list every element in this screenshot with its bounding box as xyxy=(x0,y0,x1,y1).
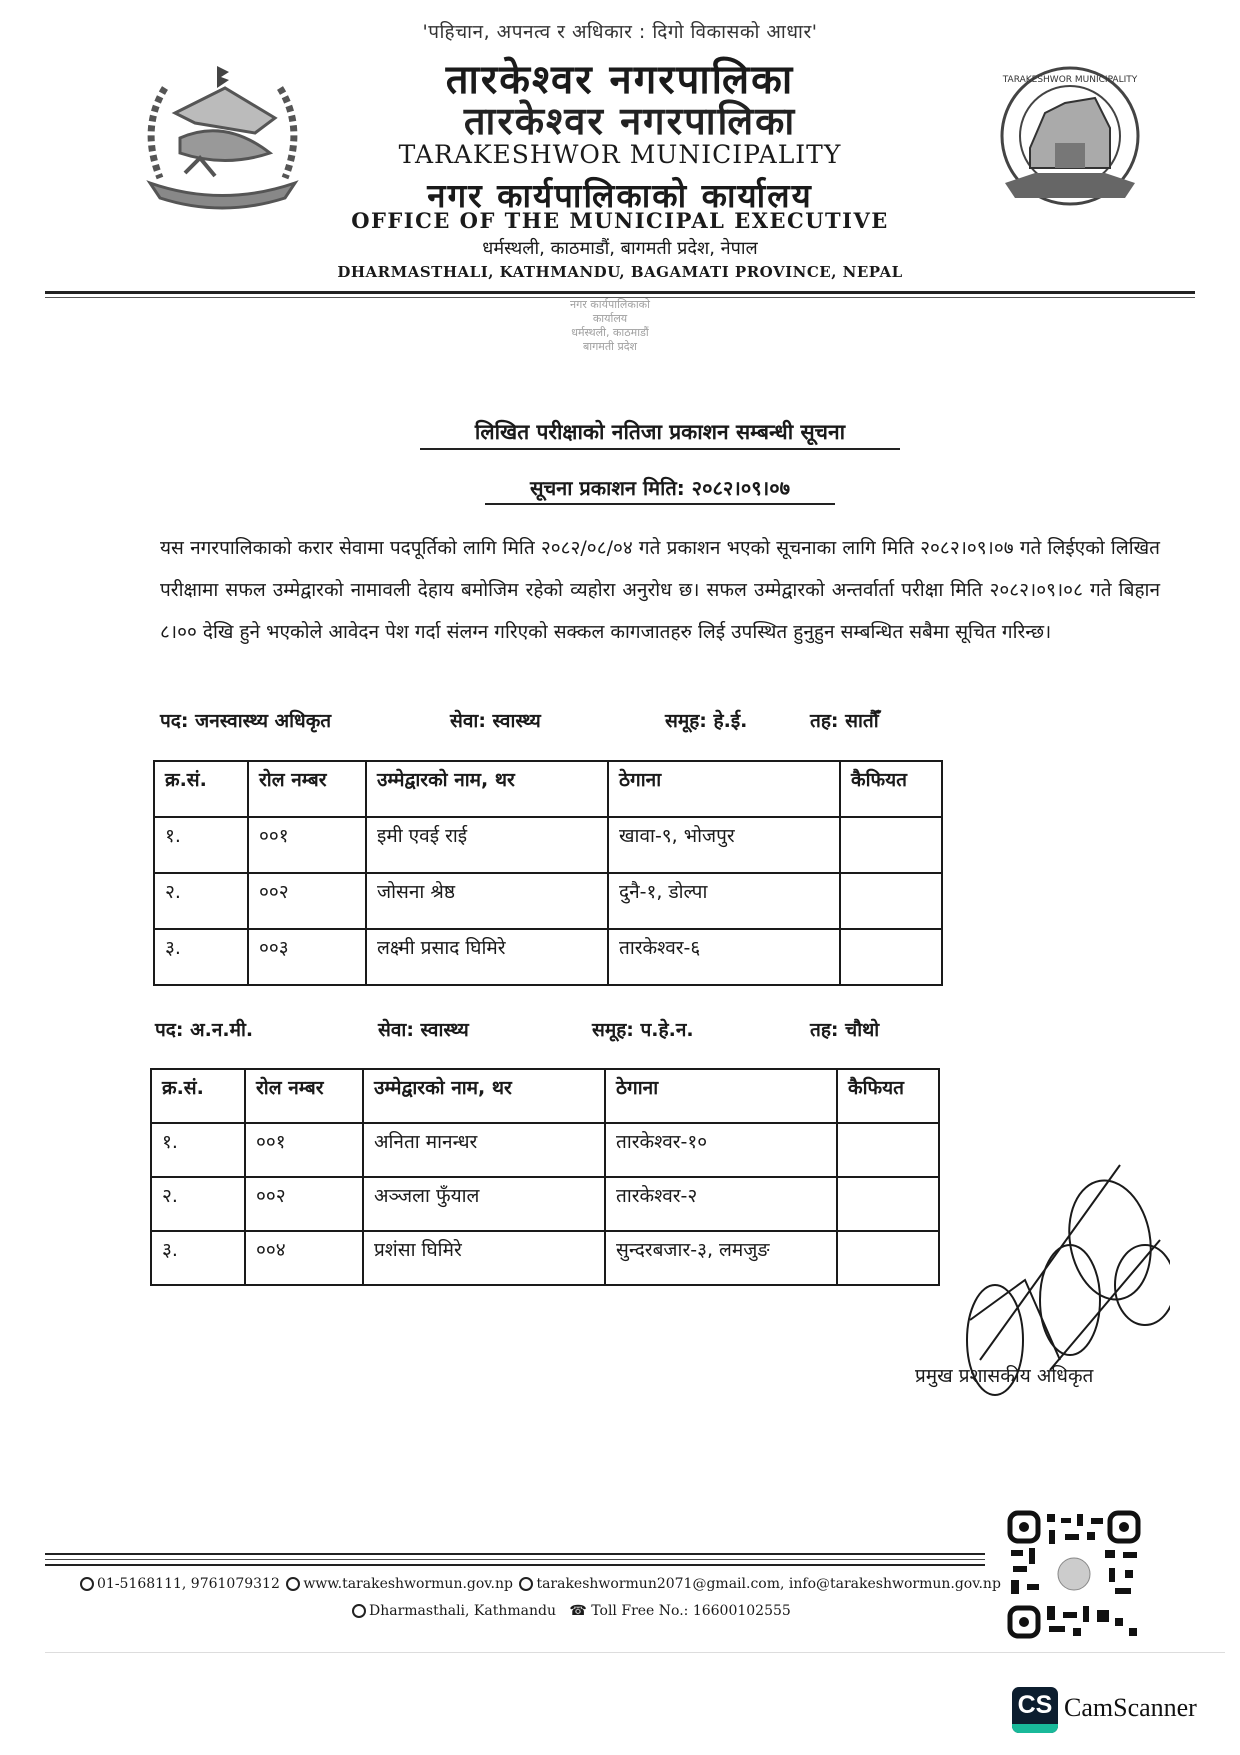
post-meta-1 xyxy=(0,707,1240,737)
cell-roll: ००२ xyxy=(245,1177,363,1231)
footer-divider xyxy=(45,1564,985,1566)
address-english: DHARMASTHALI, KATHMANDU, BAGAMATI PROVINCE, NEPAL xyxy=(337,263,903,281)
municipality-name-nepali: तारकेश्वर नगरपालिका xyxy=(445,57,795,103)
cell-name: जोसना श्रेष्ठ xyxy=(366,873,608,929)
post-label: पद: अ.न.मी. xyxy=(155,1019,254,1041)
globe-icon xyxy=(286,1577,300,1591)
table-row xyxy=(154,873,942,929)
cell-sn: ३. xyxy=(154,929,248,985)
col-header-remarks: कैफियत xyxy=(837,1069,939,1123)
cell-name: प्रशंसा घिमिरे xyxy=(363,1231,605,1285)
cell-name: लक्ष्मी प्रसाद घिमिरे xyxy=(366,929,608,985)
cell-address: सुन्दरबजार-३, लमजुङ xyxy=(605,1231,837,1285)
group-label: समूह: हे.ई. xyxy=(665,710,748,732)
cell-roll: ००२ xyxy=(248,873,366,929)
col-header-address: ठेगाना xyxy=(605,1069,837,1123)
office-name-nepali: नगर कार्यपालिकाको कार्यालय xyxy=(427,176,813,215)
camscanner-label: CamScanner xyxy=(1064,1693,1197,1722)
cell-remarks xyxy=(837,1177,939,1231)
table-row xyxy=(151,1123,939,1177)
qr-code-icon xyxy=(1005,1508,1143,1641)
email-icon xyxy=(519,1577,533,1591)
cell-remarks xyxy=(840,817,942,873)
cell-address: तारकेश्वर-२ xyxy=(605,1177,837,1231)
footer-toll-free: Toll Free No.: 16600102555 xyxy=(591,1603,791,1619)
stamp-line: कार्यालय xyxy=(592,312,628,325)
footer-contact-line xyxy=(78,1576,1001,1592)
cell-name: अञ्जला फुँयाल xyxy=(363,1177,605,1231)
camscanner-logo-icon xyxy=(1012,1687,1058,1733)
cell-sn: ३. xyxy=(151,1231,245,1285)
stamp-line: नगर कार्यपालिकाको xyxy=(570,298,650,311)
location-pin-icon xyxy=(352,1604,366,1618)
table-header-row xyxy=(151,1069,939,1123)
seal-ring-text: TARAKESHWOR MUNICIPALITY xyxy=(1002,75,1138,85)
col-header-sn: क्र.सं. xyxy=(154,761,248,817)
cell-sn: २. xyxy=(154,873,248,929)
cell-roll: ००४ xyxy=(245,1231,363,1285)
footer-website[interactable]: www.tarakeshwormun.gov.np xyxy=(303,1576,513,1592)
col-header-name: उम्मेद्वारको नाम, थर xyxy=(363,1069,605,1123)
footer-location: Dharmasthali, Kathmandu xyxy=(369,1603,556,1619)
cell-address: खावा-९, भोजपुर xyxy=(608,817,840,873)
signatory-title: प्रमुख प्रशासकीय अधिकृत xyxy=(915,1365,1094,1387)
municipality-name-english: TARAKESHWOR MUNICIPALITY xyxy=(398,140,842,169)
cell-name: अनिता मानन्धर xyxy=(363,1123,605,1177)
group-label: समूह: प.हे.न. xyxy=(592,1019,694,1041)
cell-address: दुनै-१, डोल्पा xyxy=(608,873,840,929)
table-row xyxy=(154,929,942,985)
results-table-1 xyxy=(153,760,943,986)
cell-name: इमी एवई राई xyxy=(366,817,608,873)
municipality-seal-icon xyxy=(985,58,1155,218)
camscanner-badge-accent xyxy=(1012,1724,1058,1733)
cell-sn: १. xyxy=(151,1123,245,1177)
footer-emails[interactable]: tarakeshwormun2071@gmail.com, info@tarakeshwormun.gov.np xyxy=(536,1576,1001,1592)
footer-divider-thin xyxy=(45,1559,985,1560)
cell-roll: ००१ xyxy=(248,817,366,873)
nepal-emblem-logo xyxy=(125,58,320,213)
header-divider xyxy=(45,291,1195,294)
table-row xyxy=(154,817,942,873)
cell-address: तारकेश्वर-१० xyxy=(605,1123,837,1177)
address-nepali: धर्मस्थली, काठमाडौं, बागमती प्रदेश, नेपाल xyxy=(482,238,758,259)
notice-date: सूचना प्रकाशन मिति: २०८२।०९।०७ xyxy=(485,474,835,505)
table-row xyxy=(151,1177,939,1231)
municipality-name-nepali-alt: तारकेश्वर नगरपालिका xyxy=(463,99,797,143)
service-label: सेवा: स्वास्थ्य xyxy=(450,710,541,732)
level-label: तह: चौथो xyxy=(810,1019,880,1041)
cell-roll: ००१ xyxy=(245,1123,363,1177)
footer-phone: 01-5168111, 9761079312 xyxy=(97,1576,280,1592)
stamp-line: बागमती प्रदेश xyxy=(582,340,638,353)
notice-title: लिखित परीक्षाको नतिजा प्रकाशन सम्बन्धी सूचना xyxy=(420,418,900,450)
cell-remarks xyxy=(837,1231,939,1285)
camscanner-badge-text: CS xyxy=(1017,1691,1053,1719)
cell-sn: १. xyxy=(154,817,248,873)
footer-divider xyxy=(45,1553,985,1555)
footer-location-line xyxy=(350,1603,950,1619)
col-header-roll: रोल नम्बर xyxy=(248,761,366,817)
municipality-seal-logo xyxy=(985,58,1155,218)
nepal-emblem-icon xyxy=(125,58,320,213)
cell-remarks xyxy=(837,1123,939,1177)
phone-icon xyxy=(80,1577,94,1591)
post-meta-2 xyxy=(0,1016,1240,1046)
service-label: सेवा: स्वास्थ्य xyxy=(378,1019,469,1041)
col-header-address: ठेगाना xyxy=(608,761,840,817)
cell-remarks xyxy=(840,929,942,985)
results-table-2 xyxy=(150,1068,940,1286)
qr-code xyxy=(1005,1508,1143,1641)
telephone-icon: ☎ xyxy=(569,1603,587,1619)
page-edge-line xyxy=(45,1652,1225,1653)
cell-roll: ००३ xyxy=(248,929,366,985)
col-header-roll: रोल नम्बर xyxy=(245,1069,363,1123)
table-row xyxy=(151,1231,939,1285)
motto: 'पहिचान, अपनत्व र अधिकार : दिगो विकासको आधार' xyxy=(422,21,818,43)
col-header-sn: क्र.सं. xyxy=(151,1069,245,1123)
col-header-name: उम्मेद्वारको नाम, थर xyxy=(366,761,608,817)
post-label: पद: जनस्वास्थ्य अधिकृत xyxy=(160,710,332,732)
cell-sn: २. xyxy=(151,1177,245,1231)
cell-remarks xyxy=(840,873,942,929)
cell-address: तारकेश्वर-६ xyxy=(608,929,840,985)
stamp-line: धर्मस्थली, काठमाडौं xyxy=(571,326,649,339)
notice-body: यस नगरपालिकाको करार सेवामा पदपूर्तिको लागि मिति २०८२/०८/०४ गते प्रकाशन भएको सूचनाका लागि मिति २०८२।०९।०७ गते लिईएको लिखित परीक्षामा सफल उम्मेद्वारको नामावली देहाय बमोजिम रहेको व्यहोरा अनुरोध छ। सफल उम्मेद्वारको अन्तर्वार्ता परीक्षा मिति २०८२।०९।०८ गते बिहान ८।०० देखि हुने भएकोले आवेदन पेश गर्दा संलग्न गरिएको सक्कल कागजातहरु लिई उपस्थित हुनुहुन सम्बन्धित सबैमा सूचित गरिन्छ। xyxy=(160,537,1160,643)
office-stamp xyxy=(535,298,685,378)
col-header-remarks: कैफियत xyxy=(840,761,942,817)
table-header-row xyxy=(154,761,942,817)
office-name-english: OFFICE OF THE MUNICIPAL EXECUTIVE xyxy=(351,208,889,233)
level-label: तह: सातौँ xyxy=(810,710,879,732)
